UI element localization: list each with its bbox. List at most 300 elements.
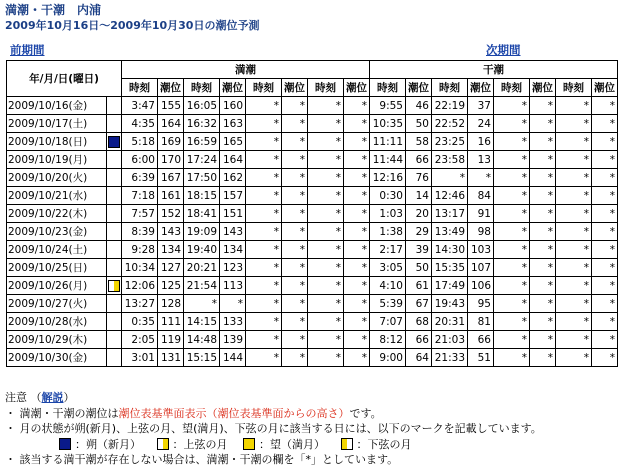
high-tide-level: 127 — [158, 259, 184, 277]
high-tide-level: 144 — [220, 349, 246, 367]
low-tide-level: * — [592, 169, 618, 187]
note-1-post: です。 — [349, 406, 382, 420]
high-tide-time: 18:41 — [184, 205, 220, 223]
low-tide-level: * — [530, 223, 556, 241]
low-tide-time: * — [494, 295, 530, 313]
high-tide-time: * — [184, 295, 220, 313]
low-tide-time: * — [556, 349, 592, 367]
low-tide-level: 107 — [468, 259, 494, 277]
low-tide-time: 10:35 — [370, 115, 406, 133]
table-row — [7, 313, 618, 331]
row-date: 2009/10/20(火) — [7, 169, 107, 187]
table-row — [7, 133, 618, 151]
high-tide-time: * — [308, 115, 344, 133]
high-tide-level: 113 — [220, 277, 246, 295]
high-tide-time: * — [246, 241, 282, 259]
low-tide-level: * — [592, 349, 618, 367]
high-time-header: 時刻 — [122, 79, 158, 97]
low-tide-level: * — [592, 205, 618, 223]
low-tide-time: * — [556, 169, 592, 187]
high-tide-time: 13:27 — [122, 295, 158, 313]
low-tide-time: 21:03 — [432, 331, 468, 349]
high-tide-time: 19:09 — [184, 223, 220, 241]
high-tide-time: * — [246, 295, 282, 313]
low-tide-level: * — [530, 241, 556, 259]
high-tide-level: 143 — [220, 223, 246, 241]
high-tide-level: 164 — [158, 115, 184, 133]
moon-phase-cell — [107, 349, 122, 367]
high-tide-time: * — [308, 349, 344, 367]
low-tide-level: * — [530, 259, 556, 277]
low-tide-level: * — [530, 331, 556, 349]
high-tide-level: 167 — [158, 169, 184, 187]
low-tide-time: * — [556, 313, 592, 331]
low-tide-time: * — [556, 241, 592, 259]
low-tide-level: 13 — [468, 151, 494, 169]
low-tide-time: 8:12 — [370, 331, 406, 349]
row-date: 2009/10/17(土) — [7, 115, 107, 133]
low-tide-time: 14:30 — [432, 241, 468, 259]
legend-last-label: ：下弦の月 — [356, 437, 412, 451]
high-tide-time: * — [308, 259, 344, 277]
legend-full-label: ：望（満月） — [259, 437, 325, 451]
low-level-header: 潮位 — [530, 79, 556, 97]
table-row — [7, 331, 618, 349]
low-level-header: 潮位 — [468, 79, 494, 97]
low-tide-time: * — [494, 97, 530, 115]
high-tide-level: 139 — [220, 331, 246, 349]
high-tide-time: * — [246, 187, 282, 205]
high-tide-time: 16:59 — [184, 133, 220, 151]
high-tide-time: * — [246, 151, 282, 169]
high-tide-time: 21:54 — [184, 277, 220, 295]
full-moon-icon — [243, 438, 255, 450]
row-date: 2009/10/19(月) — [7, 151, 107, 169]
table-row — [7, 295, 618, 313]
low-tide-time: * — [494, 223, 530, 241]
low-tide-level: 81 — [468, 313, 494, 331]
high-time-header: 時刻 — [308, 79, 344, 97]
low-tide-time: * — [494, 277, 530, 295]
low-tide-time: * — [556, 97, 592, 115]
high-tide-level: * — [282, 259, 308, 277]
high-tide-level: * — [282, 187, 308, 205]
high-tide-level: * — [344, 277, 370, 295]
low-tide-time: 1:03 — [370, 205, 406, 223]
low-tide-level: 84 — [468, 187, 494, 205]
high-tide-level: * — [282, 97, 308, 115]
high-tide-time: 6:39 — [122, 169, 158, 187]
high-tide-level: * — [344, 295, 370, 313]
page-title: 満潮・干潮 内浦 — [5, 3, 102, 17]
high-tide-level: 131 — [158, 349, 184, 367]
high-tide-time: * — [246, 259, 282, 277]
low-tide-time: * — [556, 205, 592, 223]
low-tide-time: 22:19 — [432, 97, 468, 115]
note-line-2: ・ 月の状態が朔(新月)、上弦の月、望(満月)、下弦の月に該当する日には、以下のマークを記載しています。 — [5, 422, 542, 436]
moon-phase-cell — [107, 115, 122, 133]
legend-new-moon — [59, 437, 141, 453]
low-tide-level: * — [530, 151, 556, 169]
low-tide-level: 50 — [406, 115, 432, 133]
low-tide-time: 13:17 — [432, 205, 468, 223]
low-tide-time: * — [494, 241, 530, 259]
moon-phase-cell — [107, 313, 122, 331]
low-tide-time: * — [494, 133, 530, 151]
high-tide-level: * — [282, 241, 308, 259]
high-tide-time: * — [308, 295, 344, 313]
low-tide-time: * — [556, 331, 592, 349]
high-tide-time: 17:24 — [184, 151, 220, 169]
high-tide-time: 20:21 — [184, 259, 220, 277]
legend-full-moon — [243, 437, 325, 453]
tide-table — [6, 60, 618, 367]
moon-phase-cell — [107, 241, 122, 259]
row-date: 2009/10/23(金) — [7, 223, 107, 241]
first-moon-icon — [108, 280, 120, 292]
low-tide-time: * — [494, 349, 530, 367]
low-tide-time: 3:05 — [370, 259, 406, 277]
low-tide-level: 16 — [468, 133, 494, 151]
high-tide-time: * — [246, 97, 282, 115]
high-tide-time: 9:28 — [122, 241, 158, 259]
next-period-link[interactable]: 次期間 — [486, 43, 521, 57]
high-tide-level: 123 — [220, 259, 246, 277]
high-tide-header: 満潮 — [122, 61, 370, 79]
new-moon-icon — [108, 136, 120, 148]
low-tide-time: 0:30 — [370, 187, 406, 205]
note-line-1 — [5, 406, 637, 422]
legend-new-label: ：朔（新月） — [75, 437, 141, 451]
low-tide-level: 51 — [468, 349, 494, 367]
high-tide-time: * — [308, 331, 344, 349]
high-tide-level: 157 — [220, 187, 246, 205]
moon-phase-cell — [107, 169, 122, 187]
low-tide-time: * — [494, 151, 530, 169]
notes-section — [5, 390, 637, 468]
high-tide-time: * — [308, 97, 344, 115]
low-tide-level: 37 — [468, 97, 494, 115]
low-tide-time: * — [494, 187, 530, 205]
high-tide-time: 19:40 — [184, 241, 220, 259]
notes-link-open: （ — [30, 391, 42, 404]
table-row — [7, 115, 618, 133]
high-tide-level: 119 — [158, 331, 184, 349]
low-tide-time: 2:17 — [370, 241, 406, 259]
low-tide-time: 7:07 — [370, 313, 406, 331]
row-date: 2009/10/22(木) — [7, 205, 107, 223]
low-tide-level: * — [592, 97, 618, 115]
table-row — [7, 151, 618, 169]
high-tide-time: * — [308, 169, 344, 187]
low-tide-time: 1:38 — [370, 223, 406, 241]
note-1-highlight: 潮位表基準面表示（潮位表基準面からの高さ） — [118, 406, 350, 420]
low-tide-time: 9:00 — [370, 349, 406, 367]
high-tide-level: * — [282, 331, 308, 349]
high-tide-time: * — [246, 313, 282, 331]
moon-phase-cell — [107, 223, 122, 241]
low-tide-level: * — [592, 313, 618, 331]
low-tide-level: * — [592, 331, 618, 349]
high-level-header: 潮位 — [220, 79, 246, 97]
low-level-header: 潮位 — [406, 79, 432, 97]
low-tide-time: * — [494, 259, 530, 277]
high-tide-level: * — [282, 151, 308, 169]
low-tide-level: 50 — [406, 259, 432, 277]
moon-phase-cell — [107, 133, 122, 151]
high-tide-level: * — [344, 151, 370, 169]
moon-phase-cell — [107, 205, 122, 223]
low-tide-level: 103 — [468, 241, 494, 259]
low-time-header: 時刻 — [494, 79, 530, 97]
legend-first-label: ：上弦の月 — [172, 437, 228, 451]
low-tide-time: 11:44 — [370, 151, 406, 169]
new-moon-icon — [59, 438, 71, 450]
high-tide-time: * — [308, 187, 344, 205]
low-tide-time: * — [556, 223, 592, 241]
explanation-link[interactable]: 解説 — [41, 391, 64, 404]
high-tide-time: 16:05 — [184, 97, 220, 115]
low-tide-time: * — [556, 259, 592, 277]
low-tide-level: * — [530, 277, 556, 295]
high-tide-level: 160 — [220, 97, 246, 115]
low-tide-time: 4:10 — [370, 277, 406, 295]
low-tide-level: * — [592, 259, 618, 277]
high-tide-time: * — [246, 205, 282, 223]
low-tide-level: 66 — [406, 151, 432, 169]
moon-phase-cell — [107, 151, 122, 169]
moon-phase-cell — [107, 259, 122, 277]
row-date: 2009/10/26(月) — [7, 277, 107, 295]
low-tide-time: 23:58 — [432, 151, 468, 169]
row-date: 2009/10/29(木) — [7, 331, 107, 349]
table-row — [7, 187, 618, 205]
high-tide-level: 165 — [220, 133, 246, 151]
high-tide-level: * — [344, 169, 370, 187]
low-tide-level: * — [592, 295, 618, 313]
high-tide-time: * — [308, 313, 344, 331]
low-tide-time: 21:33 — [432, 349, 468, 367]
moon-phase-cell — [107, 277, 122, 295]
low-tide-level: * — [530, 115, 556, 133]
high-tide-time: * — [308, 133, 344, 151]
low-tide-level: 46 — [406, 97, 432, 115]
notes-heading-row — [5, 390, 637, 406]
note-line-3: ・ 該当する満干潮が存在しない場合は、満潮・干潮の欄を「*」としています。 — [5, 453, 399, 467]
high-tide-time: 7:57 — [122, 205, 158, 223]
high-tide-level: * — [282, 115, 308, 133]
low-tide-level: 106 — [468, 277, 494, 295]
table-row — [7, 277, 618, 295]
high-tide-level: 164 — [220, 151, 246, 169]
high-tide-level: * — [344, 115, 370, 133]
low-tide-level: * — [530, 133, 556, 151]
low-tide-level: * — [592, 133, 618, 151]
high-tide-level: 155 — [158, 97, 184, 115]
low-tide-time: 9:55 — [370, 97, 406, 115]
low-tide-level: * — [592, 187, 618, 205]
high-tide-level: * — [344, 241, 370, 259]
high-tide-level: 152 — [158, 205, 184, 223]
table-row — [7, 241, 618, 259]
low-tide-time: 22:52 — [432, 115, 468, 133]
high-tide-time: 0:35 — [122, 313, 158, 331]
notes-link-close: ） — [63, 391, 75, 404]
low-tide-time: * — [494, 169, 530, 187]
high-tide-level: * — [282, 277, 308, 295]
table-row — [7, 169, 618, 187]
high-level-header: 潮位 — [158, 79, 184, 97]
low-tide-time: * — [556, 295, 592, 313]
table-row — [7, 205, 618, 223]
high-time-header: 時刻 — [246, 79, 282, 97]
high-tide-level: 163 — [220, 115, 246, 133]
row-date: 2009/10/25(日) — [7, 259, 107, 277]
note-1-pre: ・ 満潮・干潮の潮位は — [5, 406, 119, 420]
low-time-header: 時刻 — [556, 79, 592, 97]
high-tide-time: 10:34 — [122, 259, 158, 277]
low-tide-level: 24 — [468, 115, 494, 133]
low-time-header: 時刻 — [432, 79, 468, 97]
high-tide-time: 14:15 — [184, 313, 220, 331]
high-tide-time: * — [246, 223, 282, 241]
high-tide-time: 8:39 — [122, 223, 158, 241]
high-tide-level: * — [282, 223, 308, 241]
moon-phase-cell — [107, 331, 122, 349]
high-tide-time: * — [308, 277, 344, 295]
last-quarter-moon-icon — [341, 438, 353, 450]
table-row — [7, 259, 618, 277]
high-tide-level: 161 — [158, 187, 184, 205]
high-tide-time: * — [246, 133, 282, 151]
high-level-header: 潮位 — [344, 79, 370, 97]
high-tide-level: 151 — [220, 205, 246, 223]
low-tide-time: * — [494, 313, 530, 331]
high-tide-level: 128 — [158, 295, 184, 313]
high-tide-time: 12:06 — [122, 277, 158, 295]
high-tide-time: 6:00 — [122, 151, 158, 169]
low-tide-level: * — [530, 187, 556, 205]
low-tide-time: 19:43 — [432, 295, 468, 313]
low-time-header: 時刻 — [370, 79, 406, 97]
high-tide-time: 15:15 — [184, 349, 220, 367]
low-tide-level: * — [592, 277, 618, 295]
row-date: 2009/10/27(火) — [7, 295, 107, 313]
low-tide-level: * — [530, 205, 556, 223]
low-tide-time: 12:16 — [370, 169, 406, 187]
low-tide-header: 干潮 — [370, 61, 618, 79]
high-level-header: 潮位 — [282, 79, 308, 97]
low-level-header: 潮位 — [592, 79, 618, 97]
high-time-header: 時刻 — [184, 79, 220, 97]
prev-period-link[interactable]: 前期間 — [10, 43, 45, 57]
date-column-header: 年/月/日(曜日) — [7, 61, 122, 97]
high-tide-level: * — [282, 313, 308, 331]
low-tide-level: * — [468, 169, 494, 187]
high-tide-time: * — [246, 169, 282, 187]
low-tide-time: * — [494, 115, 530, 133]
page-subtitle: 2009年10月16日～2009年10月30日の潮位予測 — [5, 19, 260, 32]
high-tide-time: * — [246, 115, 282, 133]
high-tide-time: * — [308, 223, 344, 241]
high-tide-level: 134 — [158, 241, 184, 259]
high-tide-level: * — [344, 223, 370, 241]
high-tide-level: 125 — [158, 277, 184, 295]
low-tide-time: 23:25 — [432, 133, 468, 151]
high-tide-level: * — [344, 133, 370, 151]
high-tide-time: * — [308, 241, 344, 259]
high-tide-level: 133 — [220, 313, 246, 331]
moon-phase-cell — [107, 97, 122, 115]
notes-heading: 注意 — [5, 391, 27, 404]
low-tide-level: 64 — [406, 349, 432, 367]
table-row — [7, 223, 618, 241]
low-tide-time: * — [556, 277, 592, 295]
high-tide-time: 16:32 — [184, 115, 220, 133]
low-tide-time: * — [556, 133, 592, 151]
low-tide-time: 11:11 — [370, 133, 406, 151]
row-date: 2009/10/18(日) — [7, 133, 107, 151]
low-tide-time: * — [556, 151, 592, 169]
low-tide-level: * — [530, 349, 556, 367]
low-tide-level: * — [592, 115, 618, 133]
high-tide-level: 170 — [158, 151, 184, 169]
low-tide-time: 13:49 — [432, 223, 468, 241]
low-tide-time: * — [494, 205, 530, 223]
low-tide-level: * — [530, 313, 556, 331]
low-tide-level: * — [592, 241, 618, 259]
high-tide-level: * — [282, 205, 308, 223]
high-tide-level: * — [344, 187, 370, 205]
low-tide-level: 91 — [468, 205, 494, 223]
low-tide-level: * — [592, 223, 618, 241]
high-tide-level: * — [282, 349, 308, 367]
low-tide-level: 39 — [406, 241, 432, 259]
low-tide-time: 20:31 — [432, 313, 468, 331]
high-tide-time: 7:18 — [122, 187, 158, 205]
legend-last-quarter — [341, 437, 412, 453]
table-row — [7, 97, 618, 115]
high-tide-time: * — [246, 349, 282, 367]
low-tide-level: 98 — [468, 223, 494, 241]
high-tide-level: 134 — [220, 241, 246, 259]
high-tide-level: * — [344, 97, 370, 115]
high-tide-time: 3:01 — [122, 349, 158, 367]
low-tide-level: 66 — [406, 331, 432, 349]
high-tide-time: * — [308, 205, 344, 223]
high-tide-level: * — [282, 169, 308, 187]
low-tide-time: * — [556, 115, 592, 133]
row-date: 2009/10/24(土) — [7, 241, 107, 259]
high-tide-time: * — [246, 331, 282, 349]
low-tide-level: * — [530, 295, 556, 313]
high-tide-level: * — [344, 259, 370, 277]
moon-legend — [5, 437, 637, 453]
low-tide-level: 61 — [406, 277, 432, 295]
high-tide-level: 162 — [220, 169, 246, 187]
high-tide-level: * — [220, 295, 246, 313]
high-tide-time: * — [308, 151, 344, 169]
low-tide-level: 14 — [406, 187, 432, 205]
low-tide-time: 12:46 — [432, 187, 468, 205]
high-tide-time: 5:18 — [122, 133, 158, 151]
high-tide-level: * — [344, 205, 370, 223]
low-tide-level: 29 — [406, 223, 432, 241]
high-tide-time: * — [246, 277, 282, 295]
low-tide-level: 66 — [468, 331, 494, 349]
high-tide-time: 14:48 — [184, 331, 220, 349]
low-tide-level: 20 — [406, 205, 432, 223]
